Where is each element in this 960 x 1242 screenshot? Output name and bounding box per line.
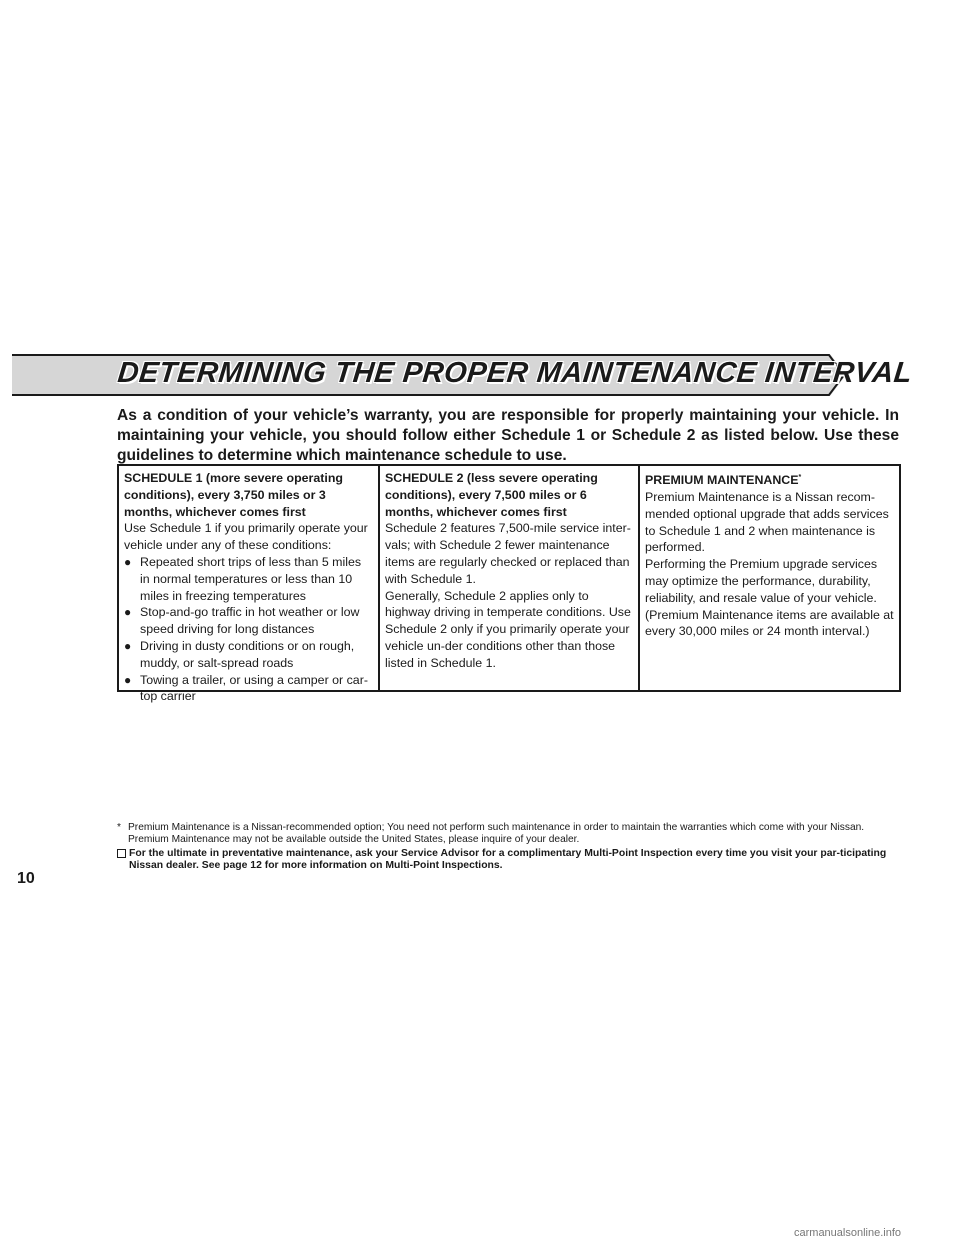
watermark: carmanualsonline.info [794, 1227, 902, 1239]
footnote-mark: * [117, 822, 121, 833]
intro-paragraph: As a condition of your vehicle’s warranty, you are responsible for properly maintaining your vehicle. In maintaining your vehicle, you should follow either Schedule 1 or Schedule 2 as listed below. Use these guidelines to determine which maintenance schedule to use. [117, 407, 899, 464]
premium-paragraph-2: Performing the Premium upgrade services may optimize the performance, durability, reliability, and resale value of your vehicle. (Premium Maintenance items are available at every 30,000 miles or 24 month interval.) [645, 557, 894, 639]
schedule1-conditions-list [124, 554, 373, 705]
list-item: ● Repeated short trips of less than 5 miles in normal temperatures or less than 10 miles in freezing temperatures [124, 554, 373, 604]
inspection-tip-text: For the ultimate in preventative maintenance, ask your Service Advisor for a complimentary Multi-Point Inspection every time you visit your par-ticipating Nissan dealer. See page 12 for more information on Multi-Point Inspections. [129, 848, 887, 871]
list-item: ● Towing a trailer, or using a camper or car-top carrier [124, 672, 373, 706]
premium-paragraph-1: Premium Maintenance is a Nissan recom-mended optional upgrade that adds services to Schedule 1 and 2 when maintenance is performed. [645, 489, 889, 555]
premium-heading-mark: * [798, 474, 802, 481]
schedule-table [117, 464, 901, 704]
page-number: 10 [17, 870, 35, 887]
inspection-tip [117, 848, 897, 872]
premium-heading-text: PREMIUM MAINTENANCE [645, 473, 799, 488]
section-banner [12, 354, 914, 396]
schedule2-paragraph-2: Generally, Schedule 2 applies only to highway driving in temperate conditions. Use Schedule 2 only if you primarily operate your vehicle un-der conditions other than those listed in Schedule 1. [385, 588, 631, 670]
schedule1-heading: SCHEDULE 1 (more severe operating conditions), every 3,750 miles or 3 months, whichever comes first [124, 471, 343, 519]
premium-column [640, 466, 899, 690]
schedule2-column [380, 466, 640, 690]
schedule2-paragraph-1: Schedule 2 features 7,500-mile service inter-vals; with Schedule 2 fewer maintenance items are regularly checked or replaced than with Schedule 1. [385, 521, 631, 586]
checkbox-icon [117, 849, 126, 858]
footnote-text: Premium Maintenance is a Nissan-recommended option; You need not perform such maintenance in order to maintain the warranties which come with your Nissan. Premium Maintenance may not be available outside the United States, please inquire of your dealer. [128, 822, 865, 845]
footnote [117, 822, 897, 846]
schedule1-intro: Use Schedule 1 if you primarily operate your vehicle under any of these conditions: [124, 521, 368, 553]
schedule1-column [119, 466, 380, 704]
schedule2-heading: SCHEDULE 2 (less severe operating conditions), every 7,500 miles or 6 months, whichever comes first [385, 471, 598, 519]
premium-heading [645, 470, 894, 489]
list-item: ● Driving in dusty conditions or on rough, muddy, or salt-spread roads [124, 638, 373, 672]
list-item: ● Stop-and-go traffic in hot weather or low speed driving for long distances [124, 604, 373, 638]
page-title: DETERMINING THE PROPER MAINTENANCE INTERVAL [116, 357, 914, 389]
